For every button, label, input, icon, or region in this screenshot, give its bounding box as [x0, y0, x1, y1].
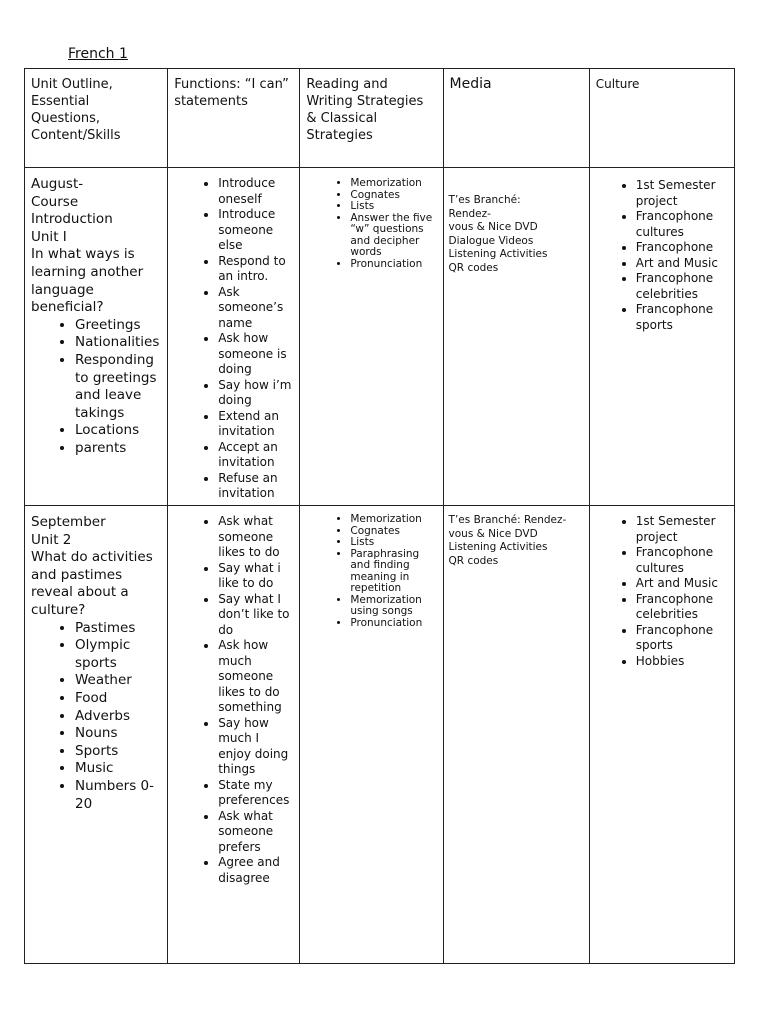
culture-item: • Francophone sports — [636, 302, 728, 333]
function-item: • Extend an invitation — [218, 409, 293, 440]
topic-item: • Nouns — [75, 725, 161, 743]
unit-text-line: Introduction — [31, 211, 113, 228]
function-item-list — [174, 176, 293, 502]
media-item: Listening Activities — [448, 248, 548, 260]
header-cell-unit — [25, 69, 168, 168]
topic-item: • Locations — [75, 422, 161, 440]
function-item: • Introduce someone else — [218, 207, 293, 254]
function-item: • Ask how someone is doing — [218, 331, 293, 378]
curriculum-table — [24, 68, 735, 964]
topic-item: • Food — [75, 690, 161, 708]
strategy-item: • Memorization using songs — [350, 595, 436, 618]
media-list — [444, 168, 589, 275]
culture-item: • Francophone sports — [636, 623, 728, 654]
culture-item: • Hobbies — [636, 654, 728, 670]
strategies-list — [300, 506, 442, 629]
strategy-item: • Pronunciation — [350, 259, 436, 271]
header-cell-strategies — [300, 69, 443, 168]
media-item: vous & Nice DVD — [448, 221, 538, 233]
header-strategies: Reading and Writing Strategies & Classical Strategies — [306, 77, 424, 143]
strategies-cell — [300, 168, 443, 506]
header-unit: Unit Outline, Essential Questions, Content/Skills — [31, 77, 121, 143]
header-cell-culture — [589, 69, 734, 168]
unit-cell — [25, 506, 168, 964]
function-item: • Ask what someone prefers — [218, 809, 293, 856]
topic-item: • Adverbs — [75, 708, 161, 726]
media-item: QR codes — [448, 554, 499, 567]
function-item: • Ask someone’s name — [218, 285, 293, 332]
culture-cell — [589, 168, 734, 506]
topic-item: • Weather — [75, 672, 161, 690]
header-culture: Culture — [595, 77, 640, 91]
topic-item: • Olympic sports — [75, 637, 161, 672]
strategy-item-list — [306, 178, 436, 270]
strategy-item: • Cognates — [350, 526, 436, 538]
topic-item: • Greetings — [75, 317, 161, 335]
strategy-item: • Pronunciation — [350, 618, 436, 630]
strategy-item: • Cognates — [350, 190, 436, 202]
strategy-item: • Memorization — [350, 514, 436, 526]
table-row — [25, 168, 735, 506]
culture-item: • Art and Music — [636, 576, 728, 592]
topic-item: • parents — [75, 440, 161, 458]
header-cell-media — [443, 69, 589, 168]
header-functions: Functions: “I can” statements — [174, 77, 289, 109]
header-row — [25, 69, 735, 168]
culture-list — [590, 506, 734, 669]
culture-list — [590, 168, 734, 333]
culture-item: • Art and Music — [636, 256, 728, 272]
media-item: vous & Nice DVD — [448, 527, 538, 540]
unit-text-line: Unit I — [31, 228, 67, 245]
strategy-item: • Lists — [350, 537, 436, 549]
unit-text-line: In what ways is learning another language beneficial? — [31, 246, 144, 316]
media-item: T’es Branché: — [448, 194, 521, 206]
culture-item-list — [596, 178, 728, 333]
media-list — [444, 506, 589, 568]
culture-item: • Francophone cultures — [636, 545, 728, 576]
culture-item-list — [596, 514, 728, 669]
function-item: • Refuse an invitation — [218, 471, 293, 502]
function-item: • State my preferences — [218, 778, 293, 809]
function-item: • Say how much I enjoy doing things — [218, 716, 293, 778]
topic-item-list — [31, 317, 161, 458]
function-item: • Say what I don’t like to do — [218, 592, 293, 639]
culture-item: • Francophone celebrities — [636, 271, 728, 302]
strategy-item: • Paraphrasing and finding meaning in repetition — [350, 549, 436, 595]
header-cell-functions — [168, 69, 300, 168]
strategies-list — [300, 168, 442, 270]
culture-item: • 1st Semester project — [636, 514, 728, 545]
strategy-item-list — [306, 514, 436, 629]
unit-text-line: August- — [31, 176, 84, 192]
media-item: Rendez- — [448, 207, 491, 220]
functions-list — [168, 506, 299, 886]
strategy-item: • Memorization — [350, 178, 436, 190]
function-item: • Say what i like to do — [218, 561, 293, 592]
functions-cell — [168, 506, 300, 964]
function-item: • Ask how much someone likes to do something — [218, 638, 293, 716]
media-cell — [443, 506, 589, 964]
topic-item: • Numbers 0-20 — [75, 778, 161, 813]
culture-item: • Francophone — [636, 240, 728, 256]
document-title: French 1 — [68, 46, 128, 62]
topic-item: • Pastimes — [75, 620, 161, 638]
strategy-item: • Answer the five “w” questions and decipher words — [350, 213, 436, 259]
function-item: • Respond to an intro. — [218, 254, 293, 285]
strategy-item: • Lists — [350, 201, 436, 213]
function-item: • Accept an invitation — [218, 440, 293, 471]
topic-item: • Nationalities — [75, 334, 161, 352]
function-item: • Introduce oneself — [218, 176, 293, 207]
functions-cell — [168, 168, 300, 506]
unit-cell — [25, 168, 168, 506]
functions-list — [168, 168, 299, 502]
topic-item-list — [31, 620, 161, 814]
unit-text-line: Course — [31, 193, 79, 210]
media-item: T’es Branché: Rendez- — [448, 514, 567, 526]
table-row — [25, 506, 735, 964]
function-item: • Agree and disagree — [218, 855, 293, 886]
unit-content — [25, 168, 167, 458]
media-item: QR codes — [448, 261, 499, 274]
topic-item: • Sports — [75, 743, 161, 761]
culture-item: • Francophone cultures — [636, 209, 728, 240]
function-item-list — [174, 514, 293, 886]
strategies-cell — [300, 506, 443, 964]
culture-item: • 1st Semester project — [636, 178, 728, 209]
culture-item: • Francophone celebrities — [636, 592, 728, 623]
function-item: • Say how i’m doing — [218, 378, 293, 409]
unit-text-line: Unit 2 — [31, 531, 72, 548]
function-item: • Ask what someone likes to do — [218, 514, 293, 561]
media-item: Dialogue Videos — [448, 234, 534, 247]
topic-item: • Music — [75, 760, 161, 778]
media-item: Listening Activities — [448, 541, 548, 553]
unit-text-line: September — [31, 514, 106, 530]
unit-text-line: What do activities and pastimes reveal about a culture? — [31, 549, 153, 618]
unit-content — [25, 506, 167, 813]
topic-item: • Responding to greetings and leave takings — [75, 352, 161, 422]
header-media: Media — [449, 76, 492, 92]
media-cell — [443, 168, 589, 506]
culture-cell — [589, 506, 734, 964]
